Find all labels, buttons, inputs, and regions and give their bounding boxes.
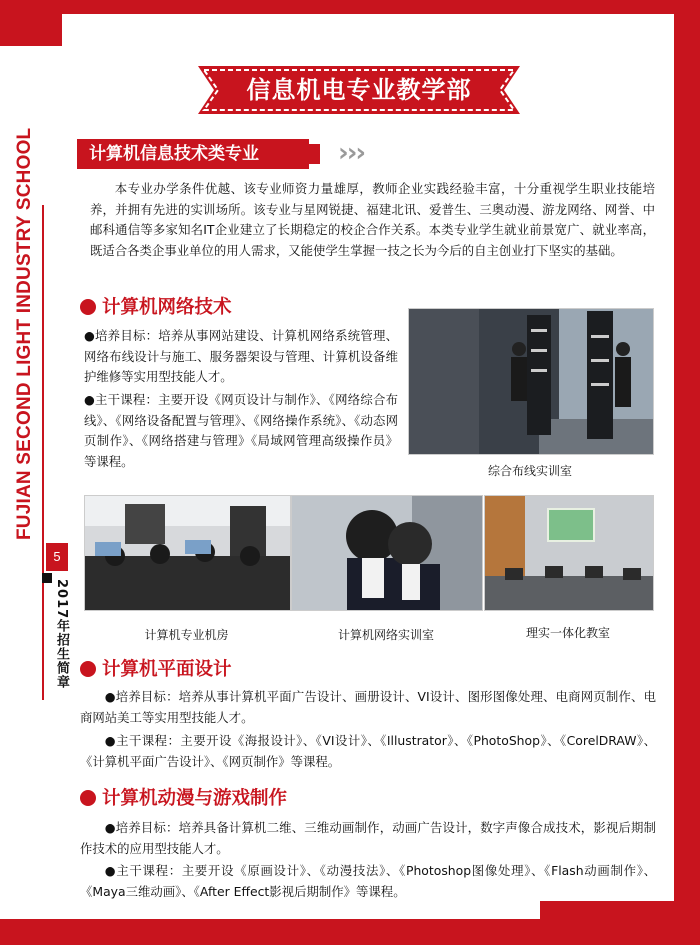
network-lab-caption: 计算机网络实训室: [337, 628, 434, 642]
computer-lab-caption: 计算机专业机房: [144, 628, 229, 642]
computer-lab-photo: [84, 495, 291, 611]
section-title: 计算机信息技术类专业: [77, 139, 309, 169]
section-intro: 本专业办学条件优越、该专业师资力量雄厚，教师企业实践经验丰富，十分重视学生职业技能培养，并拥有先进的实训场所。该专业与星网锐捷、福建北讯、爱普生、三奥动漫、游龙网络、网誉、中邮科通信等多家知名IT企业建立了长期稳定的校企合作关系。本类专业学生就业前景宽广、就业率高，既适合各类企事业单位的用人需求，又能使学生掌握一技之长为今后的自主创业打下坚实的基础。: [90, 181, 655, 258]
cabling-lab-photo: [408, 308, 654, 455]
subsection-animation: [80, 784, 287, 810]
classroom-caption: 理实一体化教室: [525, 626, 610, 640]
network-goal: ●培养目标：培养从事网站建设、计算机网络系统管理、网络布线设计与施工、服务器架设与管理、计算机设备维护维修等实用型技能人才。: [84, 328, 398, 385]
subsection-graphic-design: [80, 655, 232, 681]
chevron-arrows-icon: ›››: [338, 138, 365, 168]
animation-courses: ●主干课程：主要开设《原画设计》、《动漫技法》、《Photoshop图像处理》、《Flash动画制作》、《Maya三维动画》、《After Effect影视后期制作》等课程。: [80, 863, 656, 899]
bottom-frame-bar: [0, 919, 700, 945]
right-frame-bar: [674, 0, 700, 945]
banner-title: 信息机电专业教学部: [246, 76, 472, 104]
network-courses: ●主干课程：主要开设《网页设计与制作》、《网络综合布线》、《网络设备配置与管理》、《网络操作系统》、《动态网页制作》、《网络搭建与管理》《局域网管理高级操作员》等课程。: [84, 392, 398, 469]
brochure-year-label: 2017年招生简章: [54, 579, 69, 690]
network-lab-photo: [291, 495, 483, 611]
left-divider-line: [42, 205, 44, 700]
bullet-dot-icon: [80, 299, 96, 315]
bottom-frame-notch: [540, 901, 700, 919]
department-banner: [198, 66, 520, 114]
bullet-dot-icon: [80, 790, 96, 806]
subsection-graphic-title: 计算机平面设计: [102, 659, 232, 680]
bullet-dot-icon: [80, 661, 96, 677]
subsection-animation-title: 计算机动漫与游戏制作: [102, 788, 288, 809]
school-english-name: FUJIAN SECOND LIGHT INDUSTRY SCHOOL: [14, 127, 35, 540]
page-number: 5: [46, 543, 68, 571]
integrated-classroom-photo: [484, 495, 654, 611]
cabling-lab-caption: 综合布线实训室: [487, 464, 572, 478]
top-frame-inner: [62, 14, 700, 30]
graphic-courses: ●主干课程：主要开设《海报设计》、《VI设计》、《Illustrator》、《PhotoShop》、《CorelDRAW》、《计算机平面广告设计》、《网页制作》等课程。: [80, 733, 656, 769]
top-frame-notch: [0, 30, 62, 46]
graphic-goal: ●培养目标：培养从事计算机平面广告设计、画册设计、VI设计、图形图像处理、电商网页制作、电商网站美工等实用型技能人才。: [80, 689, 656, 725]
section-marker-square: [300, 144, 320, 164]
animation-goal: ●培养目标：培养具备计算机二维、三维动画制作，动画广告设计，数字声像合成技术，影视后期制作技术的应用型技能人才。: [80, 820, 656, 856]
subsection-network: [80, 293, 232, 319]
decorative-square: [42, 573, 52, 583]
subsection-network-title: 计算机网络技术: [102, 297, 232, 318]
